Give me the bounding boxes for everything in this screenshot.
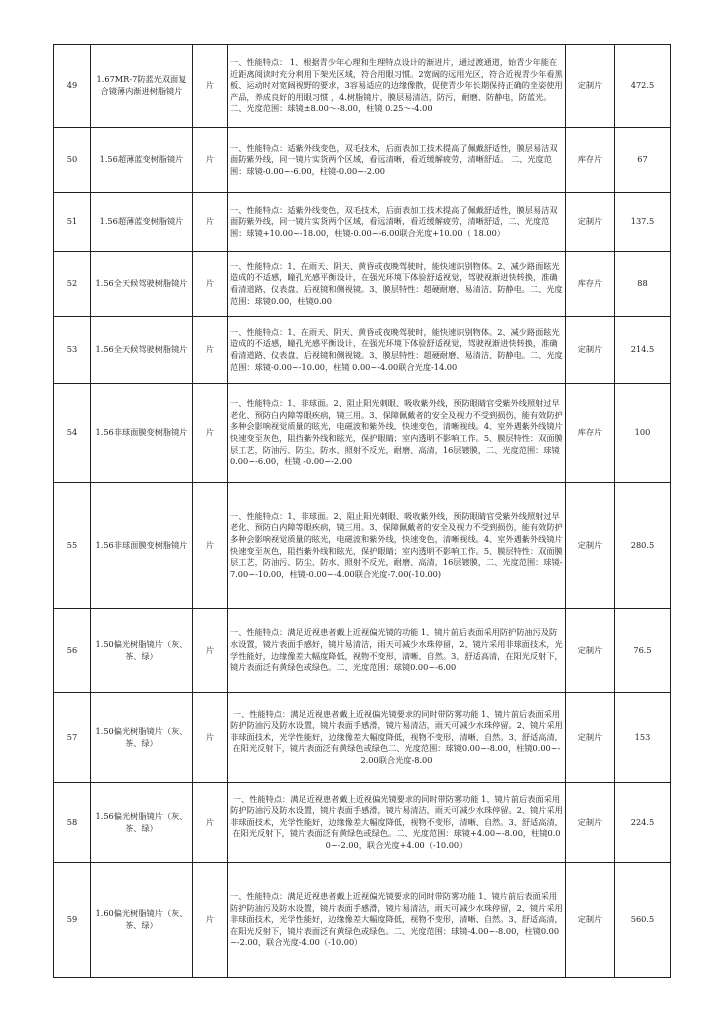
unit-cell: 片 <box>193 317 228 384</box>
table-body <box>54 45 671 978</box>
table-row <box>54 45 671 128</box>
product-description-cell: 一、性能特点： 1、根据青少年心理和生理特点设计的渐进片，通过渡通道，始青少年能在近距离阅读时充分利用下架光区域，符合用眼习惯。2宽阔的远用光区，符合近视青少年看黑板、运动时对宽阔视野的要求，3容易适应的边缘像散，促使青少年长期保持正确的坐姿使用产品，养成良好的用眼习惯 ，4.树脂镜片，膜层易清洁，防污，耐磨、防静电，防蓝光。二、光度范围：球镜±8.00～-8.00，柱镜 0.25～-4.00 <box>228 45 566 128</box>
table-row <box>54 783 671 863</box>
row-number-cell: 49 <box>54 45 91 128</box>
row-number-cell: 55 <box>54 483 91 609</box>
product-name-cell: 1.60偏光树脂镜片（灰、茶、绿） <box>91 863 193 978</box>
product-description-cell: 一、性能特点：满足近视患者戴上近视偏光镜要求的同时带防雾功能 1、镜片前后表面采用防护防油污及防水设置，镜片表面手感滑，镜片易清洁，雨天可减少水珠停留。2、镜片采用非球面技术，光学性能好，边缘像差大幅度降低，视物不变形，清晰、自然。3、舒适高清，在阳光反射下，镜片表面泛有黄绿色或绿色。二、光度范围：球镜+4.00~-8.00，柱镜0.00~-2.00，联合光度+4.00（-10.00） <box>228 783 566 863</box>
stock-type-cell: 定制片 <box>566 483 615 609</box>
product-name-cell: 1.56偏光树脂镜片（灰、茶、绿） <box>91 783 193 863</box>
row-number-cell: 51 <box>54 193 91 252</box>
stock-type-cell: 定制片 <box>566 693 615 783</box>
price-cell: 88 <box>615 252 671 317</box>
product-description-cell: 一、性能特点：满足近视患者戴上近视偏光镜要求的同时带防雾功能 1、镜片前后表面采用防护防油污及防水设置，镜片表面手感滑，镜片易清洁，雨天可减少水珠停留，2、镜片采用非球面技术，光学性能好，边缘像差大幅度降低，视物不变形，清晰、自然。3、舒适高清，在阳光反射下，镜片表面泛有黄绿色或绿色。二、光度范围：球镜-4.00~-8.00，柱镜0.00~-2.00，联合光度-4.00（-10.00） <box>228 863 566 978</box>
table-row <box>54 863 671 978</box>
unit-cell: 片 <box>193 384 228 483</box>
product-description-cell: 一、性能特点：满足近视患者戴上近视偏光镜要求的同时带防雾功能 1、镜片前后表面采用防护防油污及防水设置，镜片表面手感滑，镜片易清洁，雨天可减少水珠停留。2、镜片采用非球面技术，光学性能好，边缘像差大幅度降低，视物不变形，清晰、自然。3、舒适高清，在阳光反射下，镜片表面泛有黄绿色或绿色二、光度范围：球镜0.00~-8.00，柱镜0.00~-2.00联合光度-8.00 <box>228 693 566 783</box>
unit-cell: 片 <box>193 252 228 317</box>
product-description-cell: 一、性能特点：1、非球面。2、阻止阳光刺眼、吸收紫外线，预防眼睛官受紫外线照射过早老化、预防白内障等眼疾病，镜三用。3、保障佩戴者的安全及视力不受到损伤，能有效防护多种会影响视觉质量的眩光，电磁波和紫外线，快速变色，清晰视线。4、室外遇紫外线镜片快速变至灰色，阻挡紫外线和眩光，保护眼睛；室内透明不影响工作。5、膜层特性：双面膜层工艺，防油污、防尘、防水、照射不反光，耐磨、高清，16层镀膜，二、光度范围：球镜-7.00~-10.00，柱镜-0.00~-4.00联合光度-7.00(-10.00) <box>228 483 566 609</box>
table-row <box>54 483 671 609</box>
product-description-cell: 一、性能特点：满足近视患者戴上近视偏光镜的功能 1、镜片前后表面采用防护防油污及防水设置，镜片表面手感好，镜片易清洁，雨天可减少水珠停留，2、镜片采用非球面技术，光学性能好，边缘像差大幅度降低，视物不变形，清晰、自然。3、舒适高清，在阳光反射下，镜片表面泛有黄绿色或绿色。二、光度范围：球镜0.00~-6.00 <box>228 609 566 693</box>
stock-type-cell: 定制片 <box>566 783 615 863</box>
unit-cell: 片 <box>193 693 228 783</box>
product-description-cell: 一、性能特点：1、非球面。2、阻止阳光刺眼、吸收紫外线，预防眼睛官受紫外线照射过早老化、预防白内障等眼疾病，镜三用。3、保障佩戴者的安全及视力不受到损伤，能有效防护多种会影响视觉质量的眩光，电磁波和紫外线，快速变色，清晰视线。4、室外遇紫外线镜片快速变至灰色，阻挡紫外线和眩光，保护眼睛；室内透明不影响工作。5、膜层特性：双面膜层工艺，防油污、防尘、防水、照射不反光，耐磨、高清，16层镀膜，二、光度范围：球镜0.00~-6.00，柱镜 -0.00~-2.00 <box>228 384 566 483</box>
product-name-cell: 1.56非球面膜变树脂镜片 <box>91 384 193 483</box>
unit-cell: 片 <box>193 863 228 978</box>
row-number-cell: 59 <box>54 863 91 978</box>
row-number-cell: 58 <box>54 783 91 863</box>
table-row <box>54 193 671 252</box>
price-cell: 214.5 <box>615 317 671 384</box>
table-row <box>54 609 671 693</box>
product-name-cell: 1.50偏光树脂镜片（灰、茶、绿） <box>91 693 193 783</box>
stock-type-cell: 定制片 <box>566 609 615 693</box>
product-description-cell: 一、性能特点：1、在雨天、阴天、黄昏或夜晚驾驶时，能快速识别物体。2、减少路面眩光造成的不适感，瞳孔光感平衡设计，在强光环境下体验舒适视觉，驾驶视渐进快转换，准确看清道路、仪表盘、后视镜和侧视镜。3、膜层特性：超硬耐磨、易清洁、防静电。二、光度范围：球镜0.00，柱镜0.00 <box>228 252 566 317</box>
table-row <box>54 128 671 193</box>
stock-type-cell: 定制片 <box>566 45 615 128</box>
product-name-cell: 1.56超薄蓝变树脂镜片 <box>91 128 193 193</box>
price-cell: 472.5 <box>615 45 671 128</box>
price-cell: 100 <box>615 384 671 483</box>
stock-type-cell: 定制片 <box>566 193 615 252</box>
row-number-cell: 50 <box>54 128 91 193</box>
unit-cell: 片 <box>193 193 228 252</box>
price-cell: 280.5 <box>615 483 671 609</box>
table-row <box>54 252 671 317</box>
price-cell: 137.5 <box>615 193 671 252</box>
row-number-cell: 52 <box>54 252 91 317</box>
product-name-cell: 1.56非球面膜变树脂镜片 <box>91 483 193 609</box>
unit-cell: 片 <box>193 783 228 863</box>
row-number-cell: 57 <box>54 693 91 783</box>
product-description-cell: 一、性能特点：1、在雨天、阴天、黄昏或夜晚驾驶时，能快速识别物体。2、减少路面眩光造成的不适感，瞳孔光感平衡设计，在强光环境下体验舒适视觉，驾驶视渐进快转换，准确看清道路、仪表盘、后视镜和侧视镜。3、膜层特性：超硬耐磨、易清洁、防静电。二、光度范围：球镜-0.00~-10.00，柱镜 0.00~-4.00联合光度-14.00 <box>228 317 566 384</box>
product-name-cell: 1.56超薄蓝变树脂镜片 <box>91 193 193 252</box>
row-number-cell: 56 <box>54 609 91 693</box>
table-row <box>54 693 671 783</box>
stock-type-cell: 库存片 <box>566 252 615 317</box>
product-name-cell: 1.56全天候驾驶树脂镜片 <box>91 252 193 317</box>
price-cell: 560.5 <box>615 863 671 978</box>
price-cell: 153 <box>615 693 671 783</box>
unit-cell: 片 <box>193 45 228 128</box>
row-number-cell: 54 <box>54 384 91 483</box>
table-row <box>54 384 671 483</box>
product-description-cell: 一、性能特点：适紫外线变色，双毛技术，后面表加工技术提高了佩戴舒适性，膜层易洁双面防紫外线，同一镜片实货两个区域，看远清晰，看近缓解疲劳，清晰舒适，二、光度范围：球镜+10.00~-18.00，柱镜-0.00~-6.00联合光度+10.00（ 18.00） <box>228 193 566 252</box>
unit-cell: 片 <box>193 483 228 609</box>
stock-type-cell: 定制片 <box>566 863 615 978</box>
product-spec-table <box>53 44 671 978</box>
row-number-cell: 53 <box>54 317 91 384</box>
product-name-cell: 1.50偏光树脂镜片（灰、茶、绿） <box>91 609 193 693</box>
price-cell: 224.5 <box>615 783 671 863</box>
product-name-cell: 1.67MR-7防蓝光双面复合镜薄内渐进树脂镜片 <box>91 45 193 128</box>
unit-cell: 片 <box>193 609 228 693</box>
unit-cell: 片 <box>193 128 228 193</box>
stock-type-cell: 定制片 <box>566 317 615 384</box>
price-cell: 76.5 <box>615 609 671 693</box>
product-name-cell: 1.56全天候驾驶树脂镜片 <box>91 317 193 384</box>
stock-type-cell: 库存片 <box>566 384 615 483</box>
product-description-cell: 一、性能特点：适紫外线变色，双毛技术，后面表加工技术提高了佩戴舒适性，膜层易洁双面防紫外线，同一镜片实货两个区域，看远清晰，看近缓解疲劳，清晰舒适。 二、光度范围：球镜-0.00~-6.00，柱镜-0.00~-2.00 <box>228 128 566 193</box>
stock-type-cell: 库存片 <box>566 128 615 193</box>
table-row <box>54 317 671 384</box>
price-cell: 67 <box>615 128 671 193</box>
